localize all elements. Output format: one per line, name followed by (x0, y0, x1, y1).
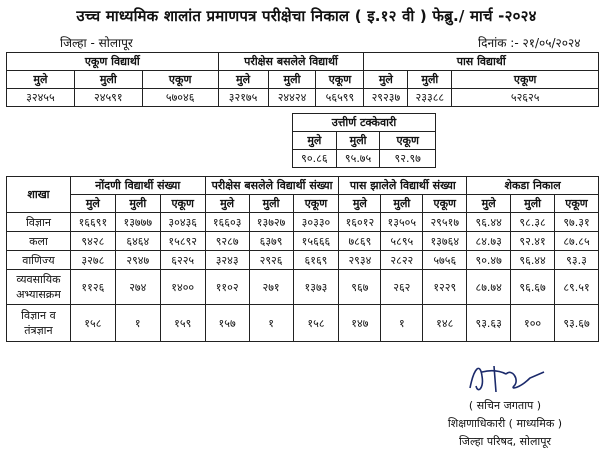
header-cell: मुली (408, 71, 452, 89)
header-cell: एकूण (423, 195, 467, 213)
stream-results-table (6, 176, 599, 342)
stream-value: २८२२ (381, 251, 423, 270)
stream-value: १४७ (339, 305, 381, 342)
stream-name: कला (7, 232, 71, 251)
stream-value: १४८ (423, 305, 467, 342)
stream-value: १६६०३ (205, 213, 249, 232)
stream-value: १५८९२ (160, 232, 205, 251)
pass-percent-title: उत्तीर्ण टक्केवारी (293, 114, 436, 132)
stream-value: ११०२ (205, 270, 249, 305)
stream-value: १५८ (70, 305, 115, 342)
stream-value: २९५१७ (423, 213, 467, 232)
pass-percent-value: ९०.८६ (293, 150, 337, 168)
summary-value: २९२३७ (364, 89, 408, 107)
stream-value: ९३.६३ (467, 305, 511, 342)
header-cell: मुले (205, 195, 249, 213)
stream-value: १ (115, 305, 160, 342)
group-registered: नोंदणी विद्यार्थी संख्या (70, 177, 205, 195)
summary-value: २३३८८ (408, 89, 452, 107)
summary-value: ५७०४६ (142, 89, 218, 107)
header-cell: मुली (511, 195, 555, 213)
stream-value: १३५०५ (381, 213, 423, 232)
summary-table (6, 52, 599, 107)
stream-value: १३७६४ (423, 232, 467, 251)
pass-percent-value: ९२.९७ (380, 150, 436, 168)
header-cell: मुली (249, 195, 293, 213)
header-cell: एकूण (555, 195, 599, 213)
stream-value: ३०३३० (293, 213, 339, 232)
summary-value: ५२६२५ (452, 89, 599, 107)
pass-percent-value: ९५.७५ (336, 150, 380, 168)
summary-value: ३२१७५ (218, 89, 268, 107)
signatory-designation: शिक्षणाधिकारी ( माध्यमिक ) (447, 417, 563, 430)
stream-value: ९६.६७ (511, 270, 555, 305)
stream-value: १४०० (160, 270, 205, 305)
header-cell: मुली (336, 132, 380, 150)
header-cell: एकूण (380, 132, 436, 150)
group-passed: पास झालेले विद्यार्थी संख्या (339, 177, 467, 195)
table-row (7, 305, 599, 342)
stream-value: ७८६९ (339, 232, 381, 251)
header-cell: मुली (381, 195, 423, 213)
stream-value: ३२४३ (205, 251, 249, 270)
district-label: जिल्हा - सोलापूर (60, 36, 133, 50)
stream-value: ९७.३१ (555, 213, 599, 232)
signature-scribble-icon (460, 358, 550, 398)
stream-value: ९६.४४ (511, 251, 555, 270)
table-row (7, 270, 599, 305)
group-total-students: एकूण विद्यार्थी (7, 53, 219, 71)
pass-percent-table (292, 113, 436, 168)
stream-value: १ (381, 305, 423, 342)
stream-name: वाणिज्य (7, 251, 71, 270)
stream-value: ३०४३६ (160, 213, 205, 232)
stream-value: २९३४ (339, 251, 381, 270)
header-cell: एकूण (316, 71, 364, 89)
summary-value: २४५९१ (74, 89, 142, 107)
stream-value: ५८९५ (381, 232, 423, 251)
stream-value: १०० (511, 305, 555, 342)
header-cell: मुले (467, 195, 511, 213)
stream-value: ९४२८ (70, 232, 115, 251)
stream-value: १ (249, 305, 293, 342)
stream-value: १३७७७ (115, 213, 160, 232)
header-cell: मुले (364, 71, 408, 89)
stream-value: २६२ (381, 270, 423, 305)
stream-value: ६१६९ (293, 251, 339, 270)
group-percent: शेकडा निकाल (467, 177, 599, 195)
stream-value: १२२९ (423, 270, 467, 305)
stream-value: २९४७ (115, 251, 160, 270)
stream-value: ६३७९ (249, 232, 293, 251)
summary-value: ३२४५५ (7, 89, 75, 107)
stream-value: १३७२७ (249, 213, 293, 232)
stream-value: १५७ (205, 305, 249, 342)
header-cell: मुली (74, 71, 142, 89)
table-row (7, 232, 599, 251)
header-cell: मुले (293, 132, 337, 150)
header-cell: मुले (7, 71, 75, 89)
stream-value: ९३.३ (555, 251, 599, 270)
header-cell: एकूण (293, 195, 339, 213)
header-cell: मुली (115, 195, 160, 213)
header-cell: मुली (268, 71, 316, 89)
summary-value: २४४२४ (268, 89, 316, 107)
group-appeared: परीक्षेस बसलेले विद्यार्थी संख्या (205, 177, 339, 195)
header-cell: एकूण (142, 71, 218, 89)
header-cell: मुले (70, 195, 115, 213)
stream-value: ६४६४ (115, 232, 160, 251)
stream-value: १३७३ (293, 270, 339, 305)
stream-value: ९३.६७ (555, 305, 599, 342)
table-row (7, 251, 599, 270)
signatory-name: ( सचिन जगताप ) (468, 399, 542, 412)
stream-value: ९८.३८ (511, 213, 555, 232)
stream-value: ११२६ (70, 270, 115, 305)
signature-block (420, 358, 590, 449)
stream-value: ९६.४४ (467, 213, 511, 232)
stream-value: १५९ (160, 305, 205, 342)
stream-value: ८७.७४ (467, 270, 511, 305)
date-label: दिनांक :- २१/०५/२०२४ (478, 36, 581, 50)
group-appeared-students: परीक्षेस बसलेले विद्यार्थी (218, 53, 364, 71)
stream-value: १५६६६ (293, 232, 339, 251)
stream-value: ९०.४७ (467, 251, 511, 270)
header-cell: एकूण (160, 195, 205, 213)
stream-value: ८७.८५ (555, 232, 599, 251)
header-cell: एकूण (452, 71, 599, 89)
stream-value: ८९.५१ (555, 270, 599, 305)
page-title: उच्च माध्यमिक शालांत प्रमाणपत्र परीक्षेचा निकाल ( इ.१२ वी ) फेब्रु./ मार्च -२०२४ (76, 7, 537, 25)
group-passed-students: पास विद्यार्थी (364, 53, 599, 71)
stream-value: १५८ (293, 305, 339, 342)
header-cell: मुले (339, 195, 381, 213)
stream-value: २७१ (249, 270, 293, 305)
stream-value: ९२८७ (205, 232, 249, 251)
stream-value: २७४ (115, 270, 160, 305)
stream-value: ८४.७३ (467, 232, 511, 251)
stream-value: ९२.४१ (511, 232, 555, 251)
stream-name: विज्ञान व तंत्रज्ञान (7, 305, 71, 342)
header-cell: मुले (218, 71, 268, 89)
table-row (7, 213, 599, 232)
signatory-office: जिल्हा परिषद, सोलापूर (458, 435, 552, 448)
stream-value: १६०१२ (339, 213, 381, 232)
summary-value: ५६५९९ (316, 89, 364, 107)
stream-value: ५७५६ (423, 251, 467, 270)
stream-value: ९६७ (339, 270, 381, 305)
stream-name: व्यवसायिक अभ्यासक्रम (7, 270, 71, 305)
stream-value: २९२६ (249, 251, 293, 270)
stream-column-header: शाखा (7, 177, 71, 213)
stream-value: ३२७८ (70, 251, 115, 270)
stream-value: १६६९१ (70, 213, 115, 232)
stream-value: ६२२५ (160, 251, 205, 270)
stream-name: विज्ञान (7, 213, 71, 232)
